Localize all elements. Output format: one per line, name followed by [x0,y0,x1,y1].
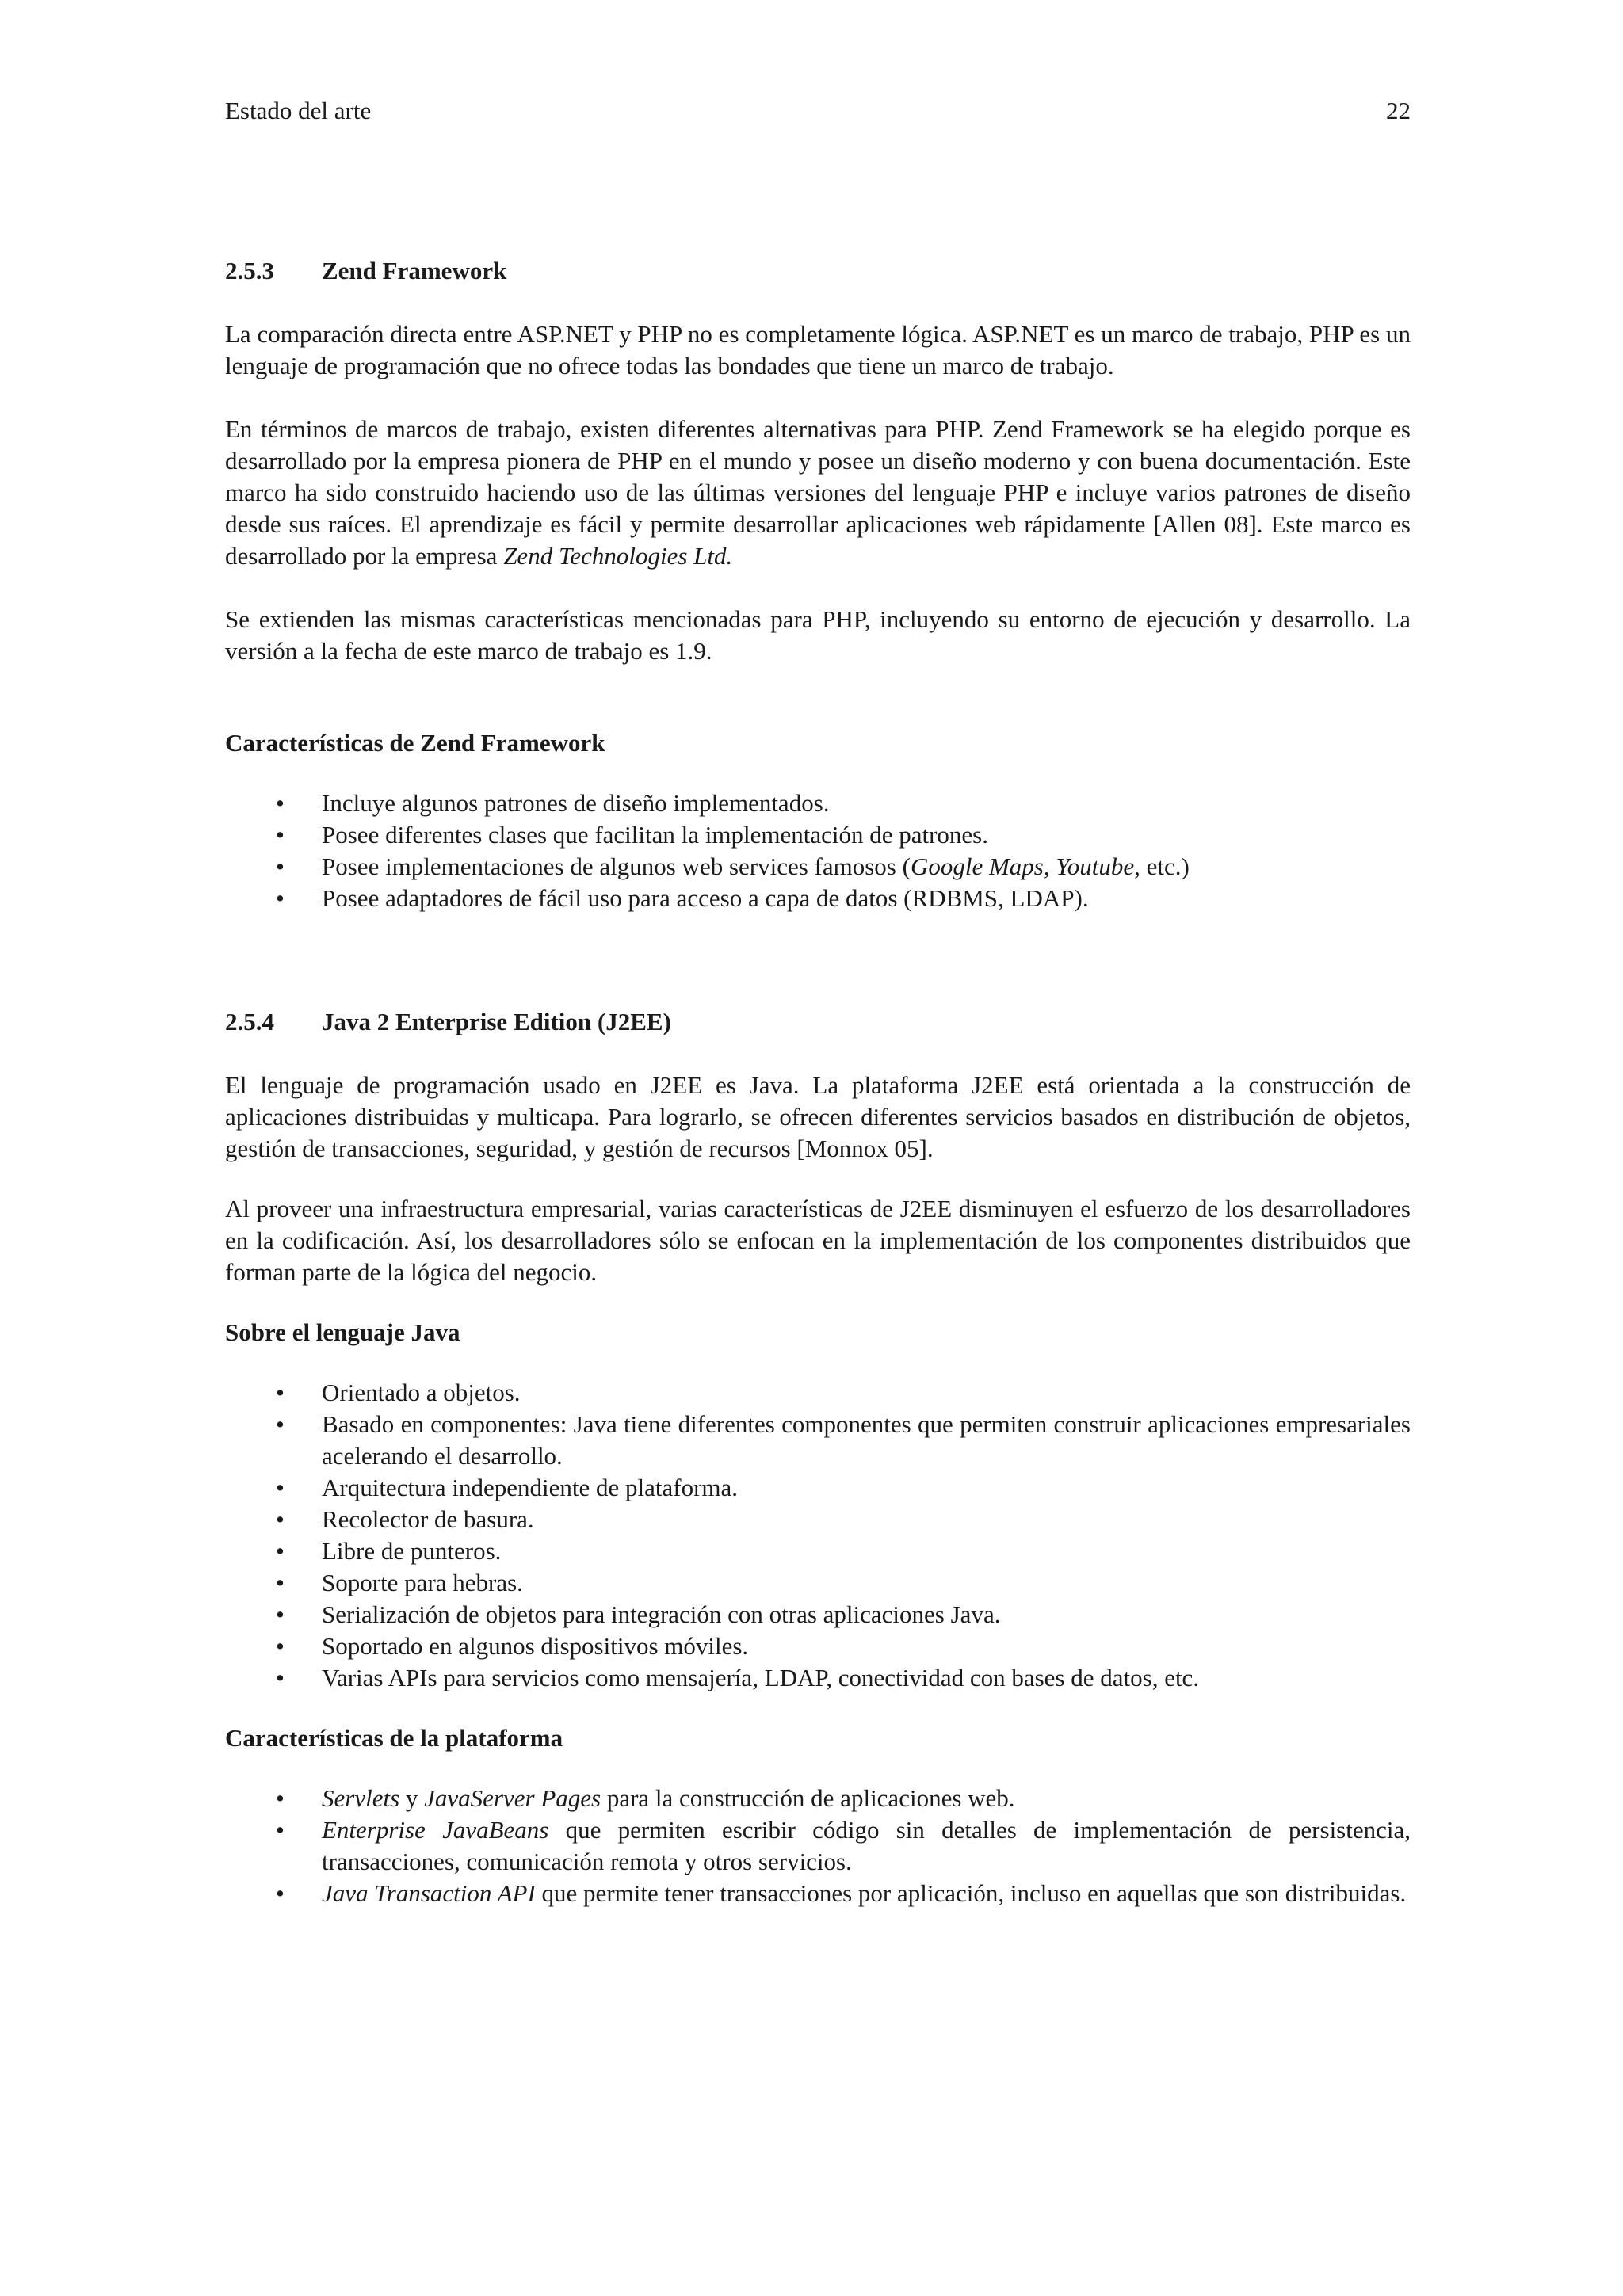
bullet-list [225,1377,1411,1694]
subsection-heading: Características de Zend Framework [225,729,605,757]
bullet-icon: • [276,1474,285,1501]
bullet-list [225,788,1411,914]
list-item: • Orientado a objetos. [225,1377,1411,1409]
list-item: • Servlets y JavaServer Pages para la construcción de aplicaciones web. [225,1783,1411,1814]
bullet-icon: • [276,852,285,880]
running-header [225,95,1411,127]
bullet-icon: • [276,1632,285,1660]
bullet-icon: • [276,1505,285,1533]
bullet-icon: • [276,789,285,817]
bullet-icon: • [276,821,285,849]
header-title: Estado del arte [225,97,372,124]
list-item: • Serialización de objetos para integración con otras aplicaciones Java. [225,1599,1411,1630]
list-item: • Basado en componentes: Java tiene diferentes componentes que permiten construir aplicaciones empresariales acelerando el desarrollo. [276,1410,1411,1470]
list-item: • Libre de punteros. [225,1535,1411,1567]
bullet-icon: • [276,1410,285,1438]
paragraph: Se extienden las mismas características mencionadas para PHP, incluyendo su entorno de ejecución y desarrollo. La versión a la fecha de este marco de trabajo es 1.9. [225,605,1411,665]
subsection-heading: Sobre el lenguaje Java [225,1318,460,1346]
paragraph: En términos de marcos de trabajo, existen diferentes alternativas para PHP. Zend Framework se ha elegido porque es desarrollado por la empresa pionera de PHP en el mundo y posee un diseño moderno y con buena documentación. Este marco ha sido construido haciendo uso de las últimas versiones del lenguaje PHP e incluye varios patrones de diseño desde sus raíces. El aprendizaje es fácil y permite desarrollar aplicaciones web rápidamente [Allen 08]. Este marco es desarrollado por la empresa Zend Technologies Ltd. [225,415,1411,570]
bullet-icon: • [276,1816,285,1844]
list-item: • Java Transaction API que permite tener transacciones por aplicación, incluso en aquellas que son distribuidas. [225,1878,1411,1909]
list-item: • Enterprise JavaBeans que permiten escribir código sin detalles de implementación de persistencia, transacciones, comunicación remota y otros servicios. [276,1816,1411,1875]
bullet-icon: • [276,1600,285,1628]
section-heading-2-5-3 [225,255,1411,287]
list-item: • Posee diferentes clases que facilitan la implementación de patrones. [225,819,1411,851]
list-item: • Posee adaptadores de fácil uso para acceso a capa de datos (RDBMS, LDAP). [225,883,1411,914]
list-item: • Soporte para hebras. [225,1567,1411,1599]
list-item: • Arquitectura independiente de plataforma. [225,1472,1411,1504]
subsection-heading: Características de la plataforma [225,1724,563,1752]
bullet-icon: • [276,1537,285,1565]
list-item: • Posee implementaciones de algunos web services famosos (Google Maps, Youtube, etc.) [225,851,1411,883]
list-item: • Incluye algunos patrones de diseño implementados. [225,788,1411,819]
bullet-icon: • [276,1569,285,1596]
page-number: 22 [1386,97,1411,124]
bullet-icon: • [276,1664,285,1691]
company-name: Zend Technologies Ltd. [503,542,733,570]
bullet-icon: • [276,1379,285,1406]
section-number: 2.5.3 [225,257,274,284]
section-heading-2-5-4 [225,1006,1411,1038]
list-item: • Soportado en algunos dispositivos móviles. [225,1630,1411,1662]
section-title: Zend Framework [322,257,507,284]
list-item: • Recolector de basura. [225,1504,1411,1535]
bullet-icon: • [276,1879,285,1907]
bullet-icon: • [276,1784,285,1812]
paragraph: La comparación directa entre ASP.NET y PHP no es completamente lógica. ASP.NET es un marco de trabajo, PHP es un lenguaje de programación que no ofrece todas las bondades que tiene un marco de trabajo. [225,320,1411,379]
bullet-icon: • [276,884,285,912]
paragraph: El lenguaje de programación usado en J2EE es Java. La plataforma J2EE está orientada a la construcción de aplicaciones distribuidas y multicapa. Para lograrlo, se ofrecen diferentes servicios basados en distribución de objetos, gestión de transacciones, seguridad, y gestión de recursos [Monnox 05]. [225,1071,1411,1162]
section-number: 2.5.4 [225,1008,274,1035]
bullet-list [225,1783,1411,1909]
page-content [225,255,1411,1909]
paragraph: Al proveer una infraestructura empresarial, varias características de J2EE disminuyen el esfuerzo de los desarrolladores en la codificación. Así, los desarrolladores sólo se enfocan en la implementación de los componentes distribuidos que forman parte de la lógica del negocio. [225,1195,1411,1286]
list-item: • Varias APIs para servicios como mensajería, LDAP, conectividad con bases de datos, etc. [225,1662,1411,1694]
section-title: Java 2 Enterprise Edition (J2EE) [322,1008,671,1035]
